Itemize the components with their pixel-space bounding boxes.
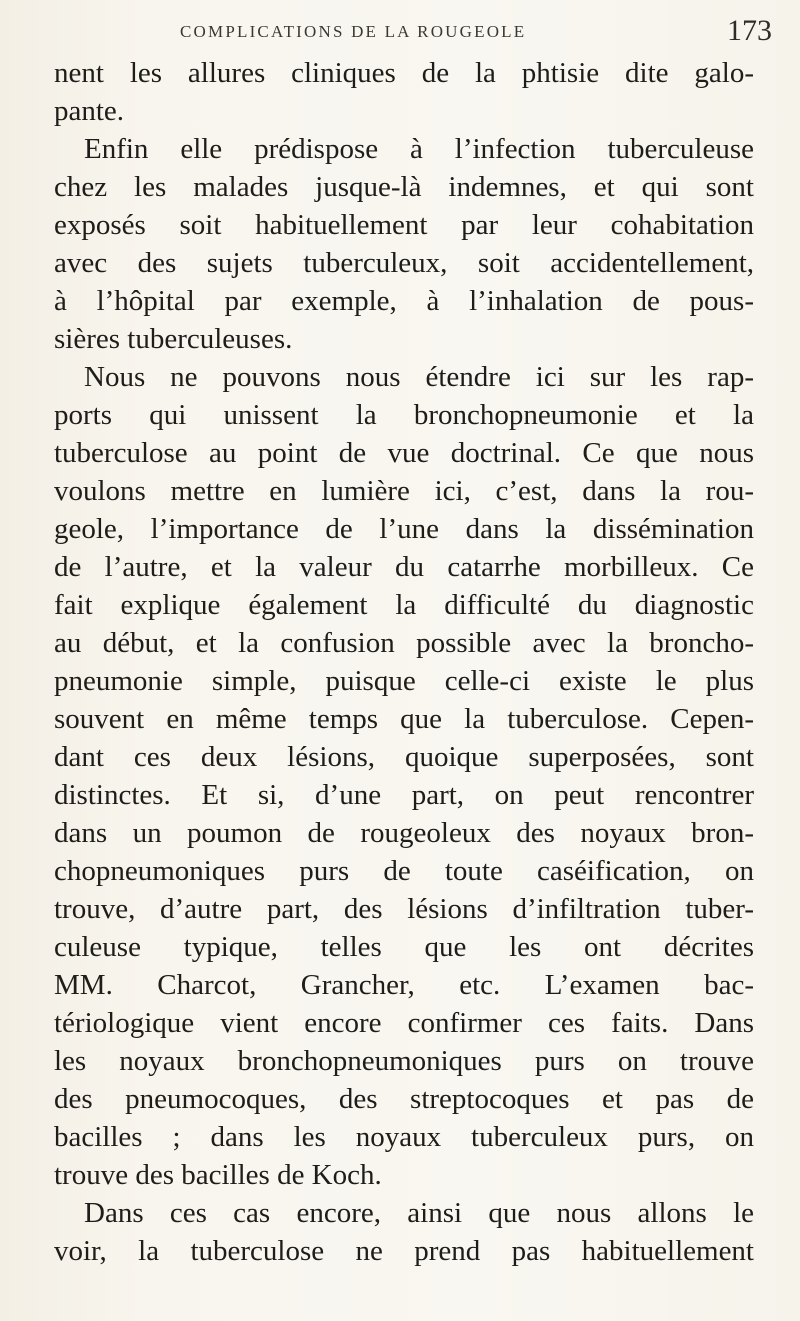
text-line: avec des sujets tuberculeux, soit accidentellement,	[54, 247, 754, 279]
text-line: de l’autre, et la valeur du catarrhe morbilleux. Ce	[54, 551, 754, 583]
body-text	[54, 54, 754, 1270]
page-header	[0, 8, 800, 54]
text-line: tuberculose au point de vue doctrinal. Ce que nous	[54, 437, 754, 469]
text-line: pante.	[54, 95, 125, 127]
text-line: voir, la tuberculose ne prend pas habituellement	[54, 1235, 754, 1267]
text-line: chopneumoniques purs de toute caséification, on	[54, 855, 754, 887]
text-line: geole, l’importance de l’une dans la dissémination	[54, 513, 754, 545]
text-line: Nous ne pouvons nous étendre ici sur les rap-	[84, 361, 754, 393]
running-head: COMPLICATIONS DE LA ROUGEOLE	[180, 22, 527, 41]
text-line: distinctes. Et si, d’une part, on peut rencontrer	[54, 779, 754, 811]
text-line: sières tuberculeuses.	[54, 323, 293, 355]
text-line: au début, et la confusion possible avec la broncho-	[54, 627, 754, 659]
text-line: des pneumocoques, des streptocoques et pas de	[54, 1083, 754, 1115]
text-line: trouve des bacilles de Koch.	[54, 1159, 382, 1191]
paragraph-1	[54, 54, 754, 130]
text-line: chez les malades jusque-là indemnes, et qui sont	[54, 171, 754, 203]
paragraph-3	[54, 358, 754, 1194]
text-line: culeuse typique, telles que les ont décrites	[54, 931, 754, 963]
text-line: pneumonie simple, puisque celle-ci existe le plus	[54, 665, 754, 697]
text-line: trouve, d’autre part, des lésions d’infiltration tuber-	[54, 893, 754, 925]
text-line: les noyaux bronchopneumoniques purs on trouve	[54, 1045, 754, 1077]
text-line: dant ces deux lésions, quoique superposées, sont	[54, 741, 754, 773]
text-line: dans un poumon de rougeoleux des noyaux bron-	[54, 817, 754, 849]
text-line: à l’hôpital par exemple, à l’inhalation de pous-	[54, 285, 754, 317]
text-line: fait explique également la difficulté du diagnostic	[54, 589, 754, 621]
text-line: ports qui unissent la bronchopneumonie et la	[54, 399, 754, 431]
page-number: 173	[727, 14, 772, 47]
text-line: souvent en même temps que la tuberculose. Cepen-	[54, 703, 754, 735]
text-line: bacilles ; dans les noyaux tuberculeux purs, on	[54, 1121, 754, 1153]
text-line: nent les allures cliniques de la phtisie dite galo-	[54, 57, 754, 89]
text-line: MM. Charcot, Grancher, etc. L’examen bac-	[54, 969, 754, 1001]
paragraph-2	[54, 130, 754, 358]
text-line: voulons mettre en lumière ici, c’est, dans la rou-	[54, 475, 754, 507]
text-line: Enfin elle prédispose à l’infection tuberculeuse	[84, 133, 754, 165]
paragraph-4	[54, 1194, 754, 1270]
text-line: exposés soit habituellement par leur cohabitation	[54, 209, 754, 241]
text-line: Dans ces cas encore, ainsi que nous allons le	[84, 1197, 754, 1229]
text-line: tériologique vient encore confirmer ces faits. Dans	[54, 1007, 754, 1039]
